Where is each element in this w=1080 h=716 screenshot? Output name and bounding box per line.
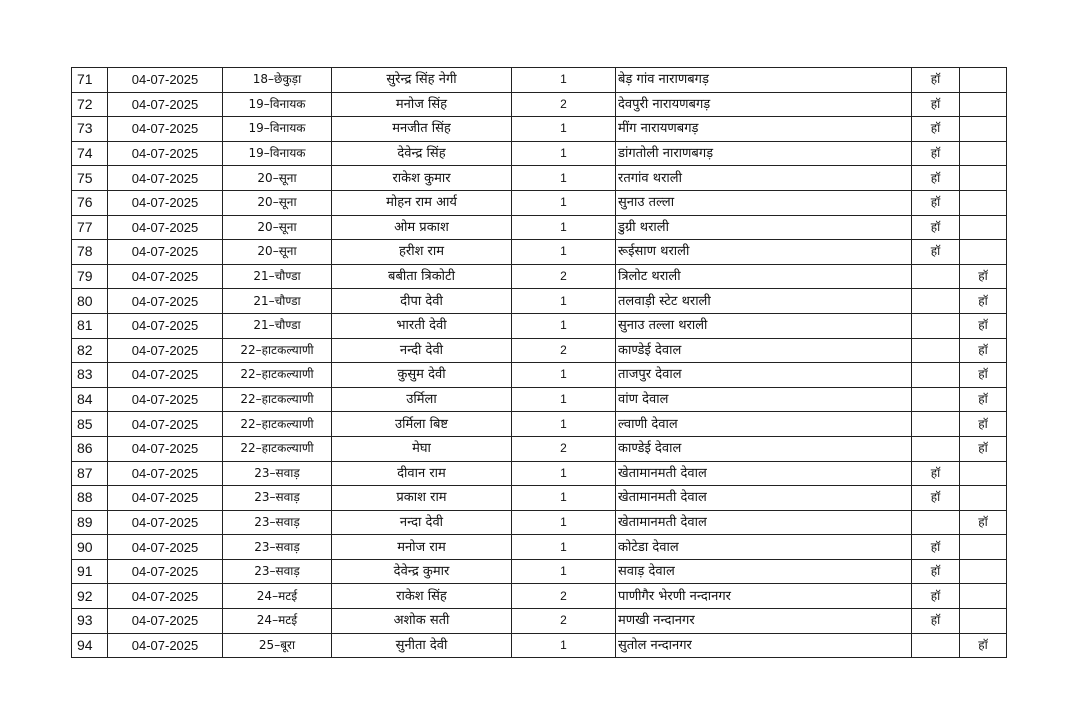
yes-column-a-cell: हॉ [912, 584, 960, 609]
area-cell: 21–चौण्डा [223, 313, 332, 338]
address-cell: काण्डेई देवाल [616, 436, 912, 461]
area-cell: 19–विनायक [223, 92, 332, 117]
area-cell: 22–हाटकल्याणी [223, 363, 332, 388]
date-cell: 04-07-2025 [108, 313, 223, 338]
address-cell: रतगांव थराली [616, 166, 912, 191]
address-cell: मींग नारायणबगड़ [616, 117, 912, 142]
serial-number-cell: 76 [72, 190, 108, 215]
yes-column-a-cell: हॉ [912, 215, 960, 240]
name-cell: मनोज राम [332, 535, 512, 560]
address-cell: कोटेडा देवाल [616, 535, 912, 560]
area-cell: 23–सवाड़ [223, 486, 332, 511]
table-body [72, 68, 1007, 658]
date-cell: 04-07-2025 [108, 190, 223, 215]
name-cell: उर्मिला [332, 387, 512, 412]
table-row [72, 535, 1007, 560]
address-cell: डांगतोली नाराणबगड़ [616, 141, 912, 166]
count-cell: 1 [512, 166, 616, 191]
date-cell: 04-07-2025 [108, 215, 223, 240]
yes-column-b-cell [960, 609, 1007, 634]
area-cell: 24–मटई [223, 609, 332, 634]
address-cell: डुग्री थराली [616, 215, 912, 240]
yes-column-a-cell: हॉ [912, 461, 960, 486]
count-cell: 2 [512, 584, 616, 609]
name-cell: सुरेन्द्र सिंह नेगी [332, 68, 512, 93]
area-cell: 20–सूना [223, 215, 332, 240]
yes-column-b-cell: हॉ [960, 510, 1007, 535]
area-cell: 22–हाटकल्याणी [223, 412, 332, 437]
area-cell: 22–हाटकल्याणी [223, 387, 332, 412]
area-cell: 20–सूना [223, 166, 332, 191]
yes-column-b-cell: हॉ [960, 436, 1007, 461]
serial-number-cell: 94 [72, 633, 108, 658]
date-cell: 04-07-2025 [108, 338, 223, 363]
yes-column-b-cell [960, 68, 1007, 93]
name-cell: उर्मिला बिष्ट [332, 412, 512, 437]
name-cell: बबीता त्रिकोटी [332, 264, 512, 289]
serial-number-cell: 83 [72, 363, 108, 388]
area-cell: 23–सवाड़ [223, 510, 332, 535]
count-cell: 2 [512, 92, 616, 117]
area-cell: 24–मटई [223, 584, 332, 609]
yes-column-a-cell [912, 338, 960, 363]
name-cell: नन्दी देवी [332, 338, 512, 363]
table-row [72, 584, 1007, 609]
table-row [72, 559, 1007, 584]
date-cell: 04-07-2025 [108, 289, 223, 314]
yes-column-a-cell: हॉ [912, 117, 960, 142]
serial-number-cell: 82 [72, 338, 108, 363]
area-cell: 20–सूना [223, 240, 332, 265]
serial-number-cell: 91 [72, 559, 108, 584]
yes-column-a-cell [912, 412, 960, 437]
count-cell: 2 [512, 338, 616, 363]
count-cell: 1 [512, 313, 616, 338]
name-cell: अशोक सती [332, 609, 512, 634]
serial-number-cell: 74 [72, 141, 108, 166]
serial-number-cell: 72 [72, 92, 108, 117]
count-cell: 1 [512, 190, 616, 215]
yes-column-a-cell: हॉ [912, 535, 960, 560]
table-row [72, 461, 1007, 486]
yes-column-a-cell [912, 387, 960, 412]
table-row [72, 633, 1007, 658]
address-cell: काण्डेई देवाल [616, 338, 912, 363]
yes-column-b-cell [960, 461, 1007, 486]
count-cell: 1 [512, 559, 616, 584]
count-cell: 1 [512, 363, 616, 388]
yes-column-a-cell: हॉ [912, 559, 960, 584]
table-row [72, 215, 1007, 240]
table-row [72, 387, 1007, 412]
date-cell: 04-07-2025 [108, 117, 223, 142]
area-cell: 21–चौण्डा [223, 264, 332, 289]
address-cell: सुनाउ तल्ला थराली [616, 313, 912, 338]
name-cell: राकेश सिंह [332, 584, 512, 609]
count-cell: 1 [512, 117, 616, 142]
table-row [72, 289, 1007, 314]
name-cell: कुसुम देवी [332, 363, 512, 388]
count-cell: 2 [512, 609, 616, 634]
name-cell: सुनीता देवी [332, 633, 512, 658]
serial-number-cell: 93 [72, 609, 108, 634]
serial-number-cell: 73 [72, 117, 108, 142]
yes-column-b-cell [960, 92, 1007, 117]
count-cell: 1 [512, 141, 616, 166]
area-cell: 23–सवाड़ [223, 559, 332, 584]
yes-column-a-cell: हॉ [912, 92, 960, 117]
yes-column-a-cell [912, 313, 960, 338]
count-cell: 2 [512, 436, 616, 461]
name-cell: मेघा [332, 436, 512, 461]
address-cell: सुतोल नन्दानगर [616, 633, 912, 658]
area-cell: 22–हाटकल्याणी [223, 338, 332, 363]
yes-column-a-cell [912, 436, 960, 461]
serial-number-cell: 86 [72, 436, 108, 461]
yes-column-a-cell: हॉ [912, 190, 960, 215]
name-cell: दीपा देवी [332, 289, 512, 314]
yes-column-b-cell: हॉ [960, 363, 1007, 388]
date-cell: 04-07-2025 [108, 535, 223, 560]
date-cell: 04-07-2025 [108, 166, 223, 191]
yes-column-b-cell: हॉ [960, 338, 1007, 363]
count-cell: 1 [512, 461, 616, 486]
table-row [72, 166, 1007, 191]
date-cell: 04-07-2025 [108, 412, 223, 437]
yes-column-b-cell [960, 486, 1007, 511]
date-cell: 04-07-2025 [108, 363, 223, 388]
address-cell: देवपुरी नारायणबगड़ [616, 92, 912, 117]
date-cell: 04-07-2025 [108, 387, 223, 412]
area-cell: 19–विनायक [223, 141, 332, 166]
name-cell: मनजीत सिंह [332, 117, 512, 142]
name-cell: दीवान राम [332, 461, 512, 486]
count-cell: 1 [512, 535, 616, 560]
serial-number-cell: 75 [72, 166, 108, 191]
yes-column-a-cell [912, 633, 960, 658]
name-cell: देवेन्द्र कुमार [332, 559, 512, 584]
address-cell: बेड़ गांव नाराणबगड़ [616, 68, 912, 93]
table-row [72, 141, 1007, 166]
count-cell: 1 [512, 387, 616, 412]
table-row [72, 436, 1007, 461]
serial-number-cell: 92 [72, 584, 108, 609]
area-cell: 23–सवाड़ [223, 461, 332, 486]
date-cell: 04-07-2025 [108, 264, 223, 289]
count-cell: 1 [512, 412, 616, 437]
count-cell: 1 [512, 68, 616, 93]
yes-column-b-cell [960, 584, 1007, 609]
yes-column-b-cell [960, 215, 1007, 240]
yes-column-b-cell [960, 141, 1007, 166]
area-cell: 20–सूना [223, 190, 332, 215]
address-cell: मणखी नन्दानगर [616, 609, 912, 634]
address-cell: ल्वाणी देवाल [616, 412, 912, 437]
count-cell: 1 [512, 240, 616, 265]
yes-column-a-cell [912, 289, 960, 314]
table-row [72, 240, 1007, 265]
area-cell: 19–विनायक [223, 117, 332, 142]
date-cell: 04-07-2025 [108, 633, 223, 658]
address-cell: सुनाउ तल्ला [616, 190, 912, 215]
area-cell: 23–सवाड़ [223, 535, 332, 560]
yes-column-a-cell: हॉ [912, 240, 960, 265]
serial-number-cell: 85 [72, 412, 108, 437]
date-cell: 04-07-2025 [108, 584, 223, 609]
address-cell: ताजपुर देवाल [616, 363, 912, 388]
serial-number-cell: 79 [72, 264, 108, 289]
yes-column-b-cell [960, 190, 1007, 215]
name-cell: नन्दा देवी [332, 510, 512, 535]
yes-column-a-cell [912, 510, 960, 535]
name-cell: मोहन राम आर्य [332, 190, 512, 215]
yes-column-b-cell: हॉ [960, 387, 1007, 412]
yes-column-a-cell: हॉ [912, 609, 960, 634]
serial-number-cell: 78 [72, 240, 108, 265]
yes-column-b-cell [960, 117, 1007, 142]
table-row [72, 609, 1007, 634]
address-cell: पाणीगैर भेरणी नन्दानगर [616, 584, 912, 609]
yes-column-b-cell: हॉ [960, 264, 1007, 289]
count-cell: 1 [512, 510, 616, 535]
yes-column-b-cell: हॉ [960, 313, 1007, 338]
serial-number-cell: 89 [72, 510, 108, 535]
serial-number-cell: 88 [72, 486, 108, 511]
table-row [72, 264, 1007, 289]
yes-column-b-cell [960, 559, 1007, 584]
area-cell: 18–छेकुड़ा [223, 68, 332, 93]
area-cell: 21–चौण्डा [223, 289, 332, 314]
serial-number-cell: 84 [72, 387, 108, 412]
area-cell: 22–हाटकल्याणी [223, 436, 332, 461]
address-cell: खेतामानमती देवाल [616, 461, 912, 486]
yes-column-b-cell [960, 240, 1007, 265]
table-row [72, 363, 1007, 388]
yes-column-b-cell: हॉ [960, 289, 1007, 314]
table-row [72, 486, 1007, 511]
yes-column-a-cell: हॉ [912, 141, 960, 166]
yes-column-a-cell [912, 363, 960, 388]
area-cell: 25–बूरा [223, 633, 332, 658]
address-cell: तलवाड़ी स्टेट थराली [616, 289, 912, 314]
name-cell: ओम प्रकाश [332, 215, 512, 240]
serial-number-cell: 81 [72, 313, 108, 338]
table-row [72, 412, 1007, 437]
date-cell: 04-07-2025 [108, 141, 223, 166]
address-cell: त्रिलोट थराली [616, 264, 912, 289]
name-cell: राकेश कुमार [332, 166, 512, 191]
count-cell: 1 [512, 486, 616, 511]
table-row [72, 313, 1007, 338]
count-cell: 2 [512, 264, 616, 289]
yes-column-a-cell [912, 264, 960, 289]
yes-column-b-cell [960, 535, 1007, 560]
serial-number-cell: 71 [72, 68, 108, 93]
yes-column-b-cell: हॉ [960, 633, 1007, 658]
count-cell: 1 [512, 215, 616, 240]
table-row [72, 190, 1007, 215]
yes-column-a-cell: हॉ [912, 166, 960, 191]
table-row [72, 68, 1007, 93]
yes-column-b-cell: हॉ [960, 412, 1007, 437]
name-cell: भारती देवी [332, 313, 512, 338]
address-cell: सवाड़ देवाल [616, 559, 912, 584]
date-cell: 04-07-2025 [108, 92, 223, 117]
date-cell: 04-07-2025 [108, 559, 223, 584]
date-cell: 04-07-2025 [108, 240, 223, 265]
date-cell: 04-07-2025 [108, 609, 223, 634]
serial-number-cell: 80 [72, 289, 108, 314]
table-row [72, 338, 1007, 363]
beneficiary-table [71, 67, 1007, 658]
date-cell: 04-07-2025 [108, 436, 223, 461]
date-cell: 04-07-2025 [108, 510, 223, 535]
name-cell: प्रकाश राम [332, 486, 512, 511]
address-cell: रूईसाण थराली [616, 240, 912, 265]
date-cell: 04-07-2025 [108, 68, 223, 93]
date-cell: 04-07-2025 [108, 486, 223, 511]
address-cell: खेतामानमती देवाल [616, 510, 912, 535]
name-cell: मनोज सिंह [332, 92, 512, 117]
table-row [72, 117, 1007, 142]
serial-number-cell: 77 [72, 215, 108, 240]
name-cell: देवेन्द्र सिंह [332, 141, 512, 166]
name-cell: हरीश राम [332, 240, 512, 265]
table-row [72, 510, 1007, 535]
yes-column-a-cell: हॉ [912, 486, 960, 511]
table-row [72, 92, 1007, 117]
address-cell: खेतामानमती देवाल [616, 486, 912, 511]
count-cell: 1 [512, 633, 616, 658]
yes-column-b-cell [960, 166, 1007, 191]
count-cell: 1 [512, 289, 616, 314]
date-cell: 04-07-2025 [108, 461, 223, 486]
serial-number-cell: 87 [72, 461, 108, 486]
address-cell: वांण देवाल [616, 387, 912, 412]
yes-column-a-cell: हॉ [912, 68, 960, 93]
serial-number-cell: 90 [72, 535, 108, 560]
